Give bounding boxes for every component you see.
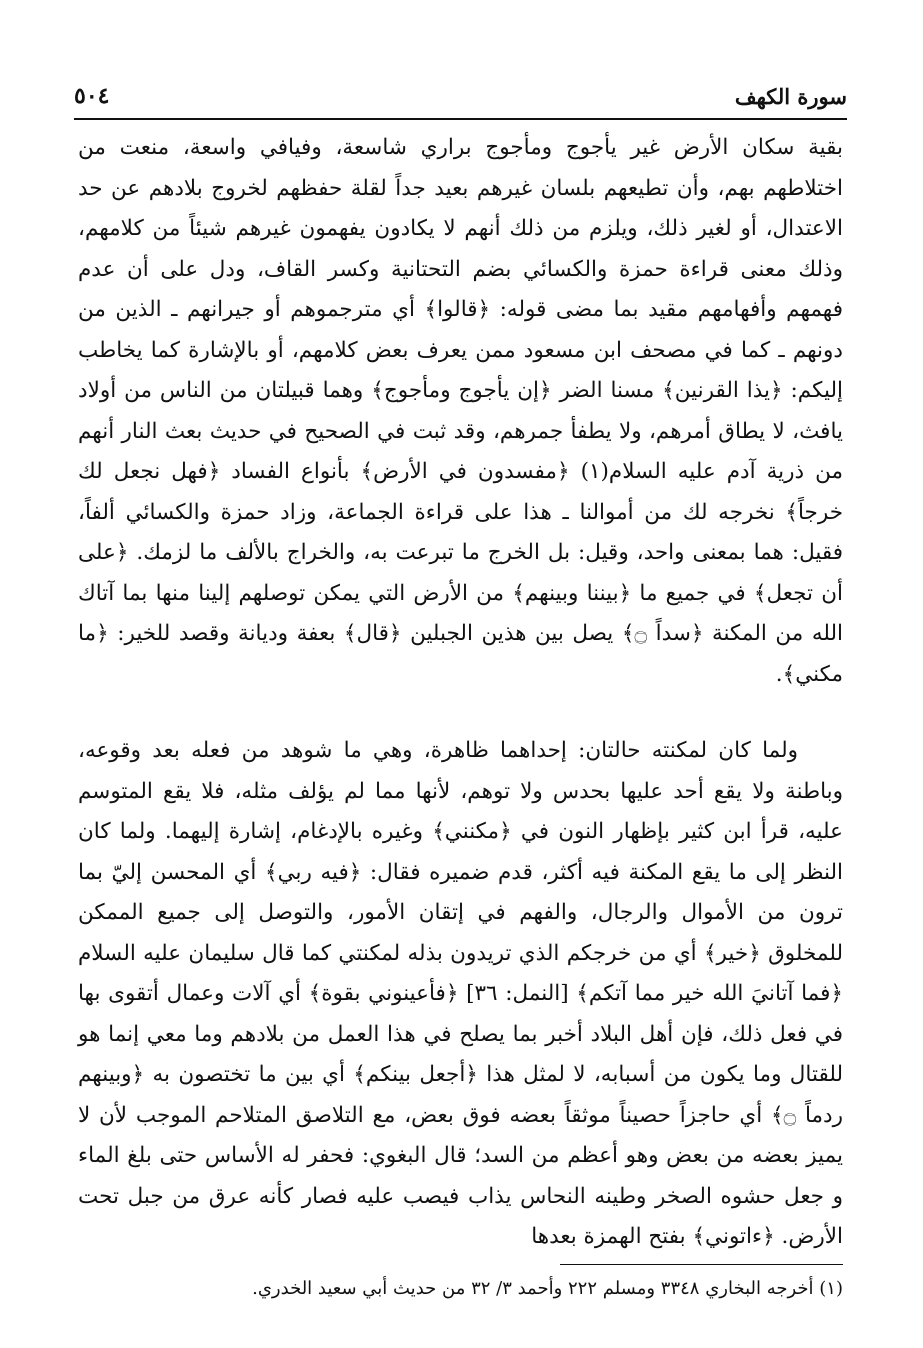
header-rule bbox=[74, 118, 847, 120]
running-header bbox=[74, 78, 847, 114]
footnote-rule bbox=[560, 1264, 843, 1265]
page-number: ٥٠٤ bbox=[74, 83, 110, 109]
footnote: (١) أخرجه البخاري ٣٣٤٨ ومسلم ٢٢٢ وأحمد ٣/ ٣٢ من حديث أبي سعيد الخدري. bbox=[252, 1278, 843, 1299]
surah-title: سورة الكهف bbox=[734, 83, 847, 109]
paragraph: بقية سكان الأرض غير يأجوج ومأجوج براري شاسعة، وفيافي واسعة، منعت من اختلاطهم بهم، وأن تطيعهم بلسان غيرهم بعيد جداً لقلة حفظهم لخروج بلادهم عن حد الاعتدال، أو لغير ذلك، ويلزم من ذلك أنهم لا يكادون يفهمون غيرهم شيئاً من كلامهم، وذلك معنى قراءة حمزة والكسائي بضم التحتانية وكسر القاف، ودل على أن عدم فهمهم وأفهامهم مقيد بما مضى قوله: ﴿قالوا﴾ أي مترجموهم أو جيرانهم ـ الذين من دونهم ـ كما في مصحف ابن مسعود ممن يعرف بعض كلامهم، أو بالإشارة كما يخاطب إليكم: ﴿يذا القرنين﴾ مسنا الضر ﴿إن يأجوج ومأجوج﴾ وهما قبيلتان من الناس من أولاد يافث، لا يطاق أمرهم، ولا يطفأ جمرهم، وقد ثبت في الصحيح في حديث بعث النار أنهم من ذرية آدم عليه السلام(١) ﴿مفسدون في الأرض﴾ بأنواع الفساد ﴿فهل نجعل لك خرجاً﴾ نخرجه لك من أموالنا ـ هذا على قراءة الجماعة، وزاد حمزة والكسائي ألفاً، فقيل: هما بمعنى واحد، وقيل: بل الخرج ما تبرعت به، والخراج بالألف ما لزمك. ﴿على أن تجعل﴾ في جميع ما ﴿بيننا وبينهم﴾ من الأرض التي يمكن توصلهم إلينا منها بما آتاك الله من المكنة ﴿سداً ۝﴾ يصل بين هذين الجبلين ﴿قال﴾ بعفة وديانة وقصد للخير: ﴿ما مكني﴾. bbox=[78, 135, 843, 687]
paragraph: ولما كان لمكنته حالتان: إحداهما ظاهرة، وهي ما شوهد من فعله بعد وقوعه، وباطنة ولا يقع أحد عليها بحدس ولا توهم، لأنها مما لم يؤلف مثله، فلا يقع المتوسم عليه، قرأ ابن كثير بإظهار النون في ﴿مكنني﴾ وغيره بالإدغام، إشارة إليهما. ولما كان النظر إلى ما يقع المكنة فيه أكثر، قدم ضميره فقال: ﴿فيه ربي﴾ أي المحسن إليّ بما ترون من الأموال والرجال، والفهم في إتقان الأمور، والتوصل إلى جميع الممكن للمخلوق ﴿خير﴾ أي من خرجكم الذي تريدون بذله لمكنتي كما قال سليمان عليه السلام ﴿فما آتانيَ الله خير مما آتكم﴾ [النمل: ٣٦] ﴿فأعينوني بقوة﴾ أي آلات وعمال أتقوى بها في فعل ذلك، فإن أهل البلاد أخبر بما يصلح في هذا العمل من بلادهم وما معي إنما هو للقتال وما يكون من أسبابه، لا لمثل هذا ﴿أجعل بينكم﴾ أي بين ما تختصون به ﴿وبينهم ردماً ۝﴾ أي حاجزاً حصيناً موثقاً بعضه فوق بعض، مع التلاصق المتلاحم الموجب لأن لا يميز بعضه من بعض وهو أعظم من السد؛ قال البغوي: فحفر له الأساس حتى بلغ الماء و جعل حشوه الصخر وطينه النحاس يذاب فيصب عليه فصار كأنه عرق من جبل تحت الأرض. ﴿ءاتوني﴾ بفتح الهمزة بعدها bbox=[78, 738, 844, 1249]
main-text bbox=[78, 128, 843, 1258]
